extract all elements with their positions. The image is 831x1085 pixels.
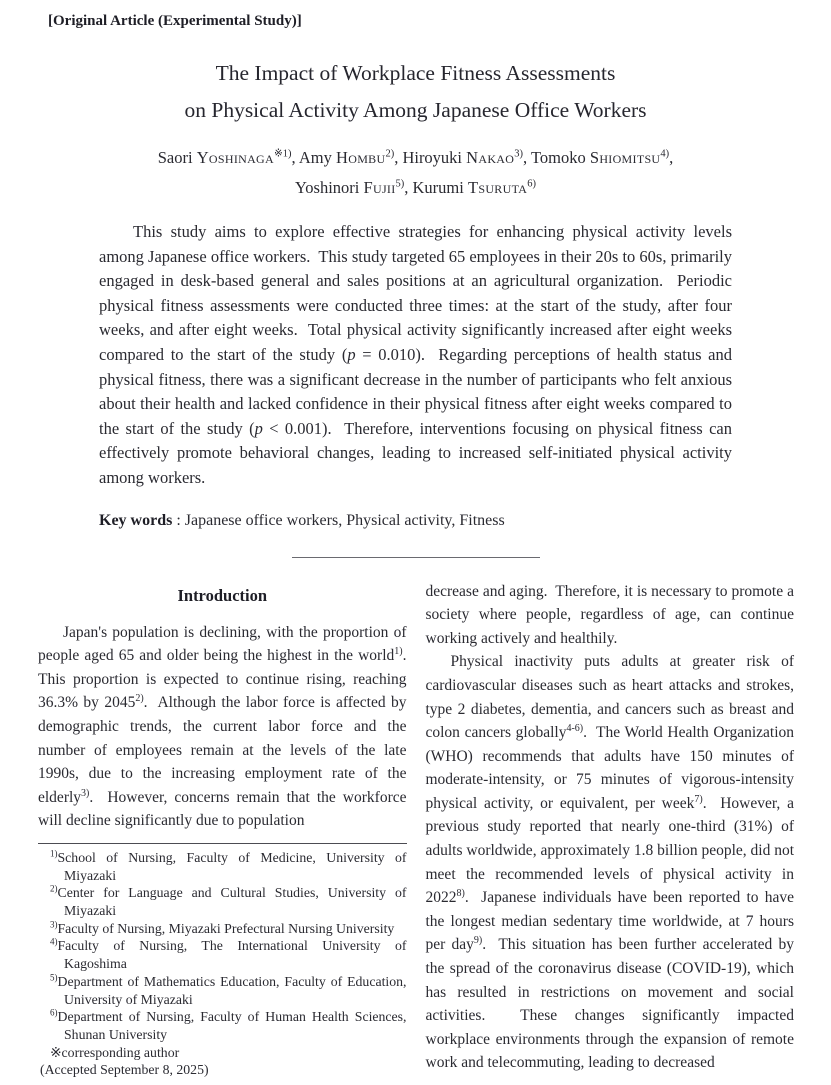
footnote-divider (38, 843, 407, 844)
author-name: Amy Hombu$^{2)}$, (298, 147, 403, 167)
article-title (0, 55, 831, 129)
author-name: Hiroyuki Nakao$^{3)}$, (402, 147, 531, 167)
footnote-item: $^{2)}$Center for Language and Cultural Studies, University of Miyazaki (50, 883, 407, 918)
abstract-paragraph: This study aims to explore effective strategies for enhancing physical activity levels among Japanese office workers. This study targeted 65 employees in their 20s to 60s, primarily engaged in desk-based general and sales positions at an agricultural organization. Periodic physical fitness assessments were conducted three times: at the start of the study, after four weeks, and after eight weeks. Total physical activity significantly increased after eight weeks compared to the start of the study (p = 0.010). Regarding perceptions of health status and physical fitness, there was a significant decrease in the number of participants who felt anxious about their health and lacked confidence in their physical fitness after eight weeks compared to the start of the study (p < 0.001). Therefore, interventions focusing on physical fitness can effectively promote behavioral changes, leading to increased self-initiated physical activity among workers. (99, 222, 737, 487)
body-paragraph: decrease and aging. Therefore, it is necessary to promote a society where people, regardless of age, can continue working actively and healthily. (425, 582, 798, 647)
footnote-item: ※corresponding author (50, 1044, 180, 1060)
footnote-item: $^{1)}$School of Nursing, Faculty of Medicine, University of Miyazaki (50, 848, 407, 883)
footnote-item: $^{5)}$Department of Mathematics Education, Faculty of Education, University of Miyazaki (50, 972, 407, 1007)
two-column-body (38, 580, 798, 1079)
body-paragraph: Physical inactivity puts adults at greater risk of cardiovascular diseases such as heart attacks and strokes, type 2 diabetes, dementia, and cancers such as breast and colon cancers globally$^{4-6)}$. The World Health Organization (WHO) recommends that adults have 150 minutes of moderate-intensity, or 75 minutes of vigorous-intensity physical activity, or equivalent, per week$^{7)}$. However, a previous study reported that nearly one-third (31%) of adults worldwide, approximately 1.8 billion people, did not meet the recommended levels of physical activity in 2022$^{8)}$. Japanese individuals have been reported to have the longest median sedentary time worldwide, at 7 hours per day$^{9)}$. This situation has been further accelerated by the spread of the coronavirus disease (COVID-19), which has resulted in restrictions on movement and social activities. These changes significantly impacted workplace environments through the expansion of remote work and telecommuting, leading to decreased (425, 653, 798, 1072)
left-column (38, 580, 415, 1079)
footnote-item: (Accepted September 8, 2025) (40, 1062, 209, 1078)
authors-line-1 (0, 140, 831, 171)
article-title-line-1: The Impact of Workplace Fitness Assessments (215, 61, 616, 85)
author-name: Saori Yoshinaga$^{※1)}$, (157, 147, 299, 167)
author-list (0, 140, 831, 201)
author-name: Kurumi Tsuruta$^{6)}$ (412, 178, 536, 197)
footnote-item: $^{6)}$Department of Nursing, Faculty of Human Health Sciences, Shunan University (50, 1007, 407, 1042)
keywords-text: : Japanese office workers, Physical activity, Fitness (172, 511, 505, 529)
footnote-item: $^{4)}$Faculty of Nursing, The International University of Kagoshima (50, 936, 407, 972)
article-title-line-2: on Physical Activity Among Japanese Office Workers (184, 98, 647, 122)
keywords-label: Key words (99, 511, 173, 529)
keywords-line (99, 512, 732, 530)
right-column (425, 580, 798, 1079)
authors-line-2 (0, 171, 831, 202)
introduction-heading: Introduction (177, 585, 268, 605)
introduction-paragraph: Japan's population is declining, with the proportion of people aged 65 and older being the highest in the world$^{1)}$. This proportion is expected to continue rising, reaching 36.3% by 2045$^{2)}$. Although the labor force is affected by demographic trends, the current labor force and the number of employees remain at the levels of the late 1990s, due to the increasing employment rate of the elderly$^{3)}$. However, concerns remain that the workforce will decline significantly due to population (38, 623, 415, 830)
footnotes-block (40, 848, 407, 1079)
author-name: Tomoko Shiomitsu$^{4)}$, (530, 147, 674, 167)
article-type-label: [Original Article (Experimental Study)] (48, 13, 302, 29)
author-name: Yoshinori Fujii$^{5)}$, (295, 178, 413, 197)
section-divider (292, 557, 540, 558)
footnote-item: $^{3)}$Faculty of Nursing, Miyazaki Prefectural Nursing University (50, 919, 395, 936)
